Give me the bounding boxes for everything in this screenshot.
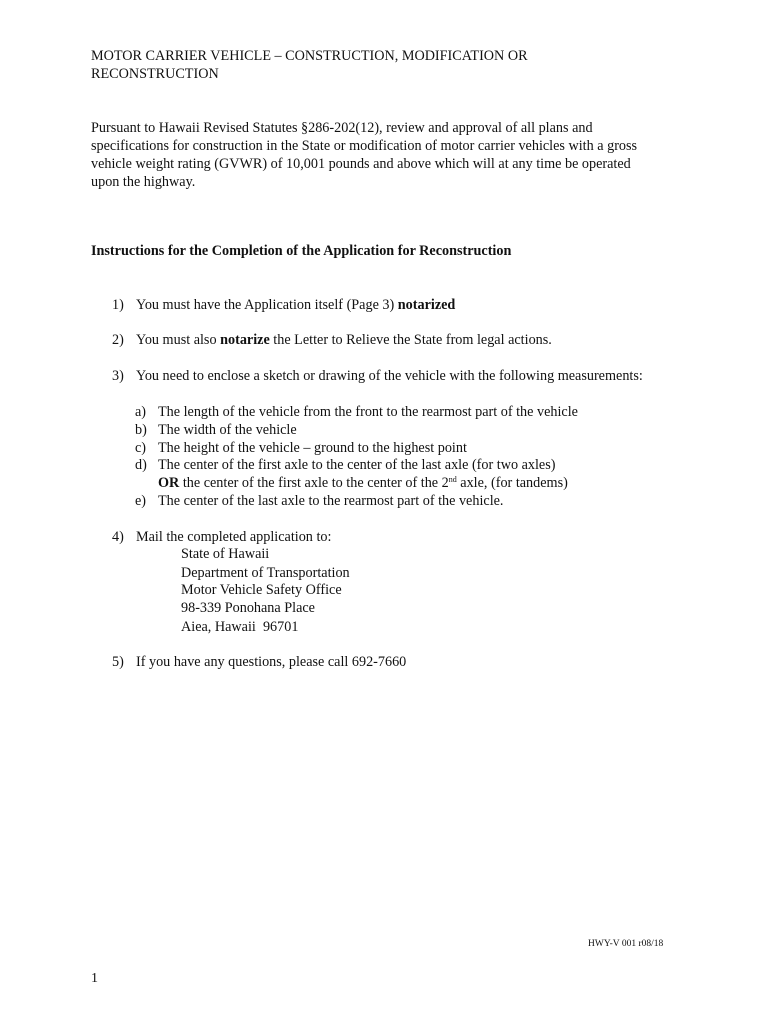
item-bold-text: notarized bbox=[397, 297, 456, 313]
instruction-item-5 bbox=[112, 654, 406, 671]
title-line-2: RECONSTRUCTION bbox=[91, 66, 219, 82]
page-number: 1 bbox=[91, 971, 98, 986]
item-number: 4) bbox=[112, 529, 124, 545]
item-number: 2) bbox=[112, 332, 124, 348]
intro-line-3: vehicle weight rating (GVWR) of 10,001 pounds and above which will at any time be operated bbox=[91, 156, 631, 172]
instructions-heading: Instructions for the Completion of the Application for Reconstruction bbox=[91, 243, 512, 259]
address-line-1: State of Hawaii bbox=[181, 546, 270, 562]
measurement-a bbox=[135, 404, 578, 421]
measurement-text: The width of the vehicle bbox=[158, 422, 297, 438]
item-number: 5) bbox=[112, 654, 124, 670]
item-text: Mail the completed application to: bbox=[136, 529, 332, 545]
or-label: OR bbox=[158, 475, 180, 491]
document-title bbox=[91, 47, 691, 83]
measurement-c bbox=[135, 440, 467, 457]
item-text-pre: You must also bbox=[136, 332, 221, 348]
measurement-letter: e) bbox=[135, 493, 147, 509]
address-line-4: 98-339 Ponohana Place bbox=[181, 600, 315, 616]
measurement-text-pre: the center of the first axle to the center of the 2 bbox=[179, 475, 449, 491]
ordinal-suffix: nd bbox=[448, 475, 457, 484]
address-line-5: Aiea, Hawaii 96701 bbox=[181, 619, 299, 635]
title-line-1: MOTOR CARRIER VEHICLE – CONSTRUCTION, MODIFICATION OR bbox=[91, 48, 528, 64]
measurement-b bbox=[135, 422, 297, 439]
intro-paragraph bbox=[91, 119, 691, 191]
item-bold-text: notarize bbox=[220, 332, 270, 348]
address-line-2: Department of Transportation bbox=[181, 565, 350, 581]
measurement-letter: c) bbox=[135, 440, 147, 456]
measurement-d bbox=[135, 457, 555, 474]
measurement-letter: d) bbox=[135, 457, 147, 473]
instruction-item-3 bbox=[112, 368, 643, 385]
intro-line-4: upon the highway. bbox=[91, 174, 196, 190]
instruction-item-2 bbox=[112, 332, 552, 349]
item-text: You must have the Application itself (Page 3) bbox=[136, 297, 398, 313]
measurement-letter: b) bbox=[135, 422, 147, 438]
instruction-item-4 bbox=[112, 529, 331, 546]
measurement-text: The center of the first axle to the center of the last axle (for two axles) bbox=[158, 457, 556, 473]
measurement-letter: a) bbox=[135, 404, 147, 420]
item-text: If you have any questions, please call 692-7660 bbox=[136, 654, 407, 670]
item-number: 3) bbox=[112, 368, 124, 384]
measurement-text-post: axle, (for tandems) bbox=[456, 475, 568, 491]
form-code: HWY-V 001 r08/18 bbox=[588, 939, 664, 949]
measurement-e bbox=[135, 493, 503, 510]
measurement-text: The length of the vehicle from the front to the rearmost part of the vehicle bbox=[158, 404, 578, 420]
measurement-text: The height of the vehicle – ground to the highest point bbox=[158, 440, 467, 456]
measurement-d-alternative bbox=[158, 475, 568, 492]
item-number: 1) bbox=[112, 297, 124, 313]
item-text: You need to enclose a sketch or drawing of the vehicle with the following measurements: bbox=[136, 368, 643, 384]
intro-line-1: Pursuant to Hawaii Revised Statutes §286-202(12), review and approval of all plans and bbox=[91, 120, 593, 136]
item-text-post: the Letter to Relieve the State from legal actions. bbox=[269, 332, 552, 348]
address-line-3: Motor Vehicle Safety Office bbox=[181, 582, 342, 598]
measurement-text: The center of the last axle to the rearmost part of the vehicle. bbox=[158, 493, 504, 509]
intro-line-2: specifications for construction in the State or modification of motor carrier vehicles with a gross bbox=[91, 138, 638, 154]
instruction-item-1 bbox=[112, 297, 455, 314]
